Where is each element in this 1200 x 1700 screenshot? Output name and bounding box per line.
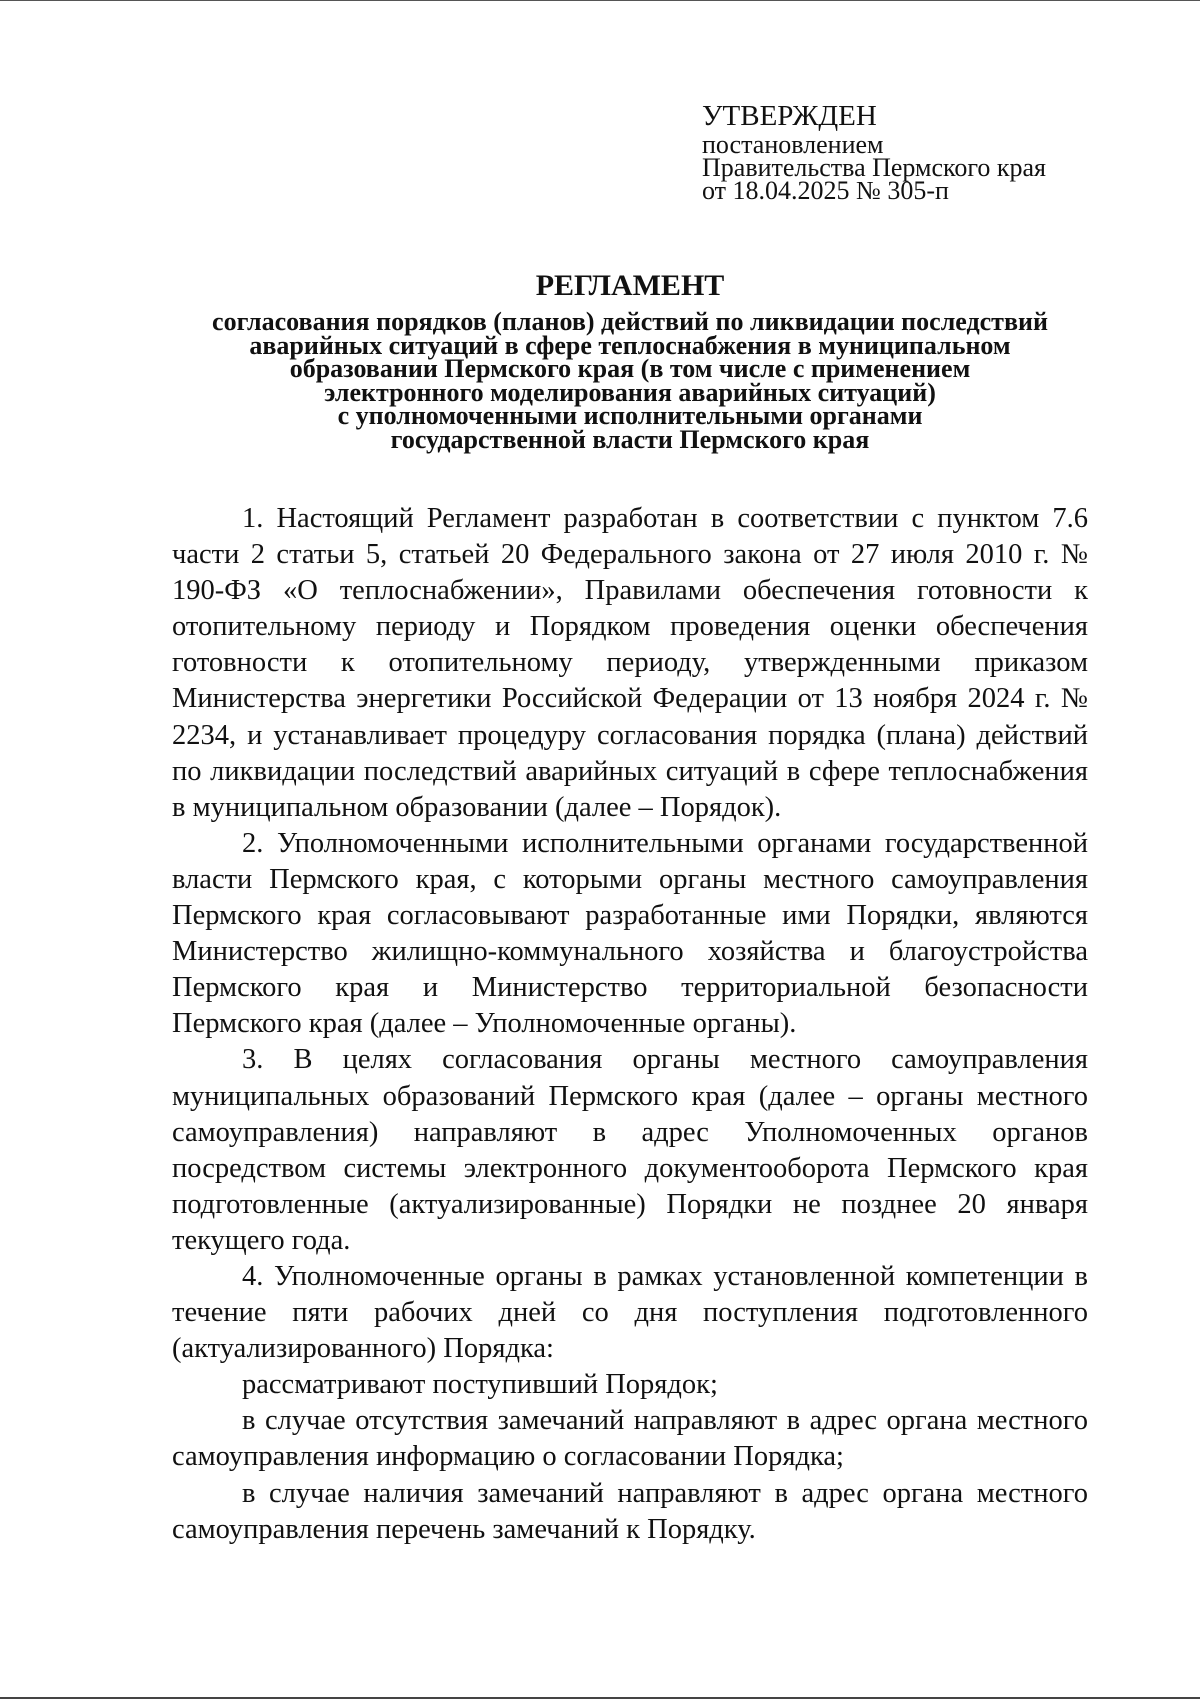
paragraph-4-item-3: в случае наличия замечаний направляют в адрес органа местного самоуправления перечень замечаний к Порядку.: [172, 1477, 1088, 1545]
paragraph-1: 1. Настоящий Регламент разработан в соответствии с пунктом 7.6 части 2 статьи 5, статьей 20 Федерального закона от 27 июля 2010 г. № 190-ФЗ «О теплоснабжении», Правилами обеспечения готовности к отопительному периоду и Порядком проведения оценки обеспечения готовности к отопительному периоду, утвержденными приказом Министерства энергетики Российской Федерации от 13 ноября 2024 г. № 2234, и устанавливает процедуру согласования порядка (плана) действий по ликвидации последствий аварийных ситуаций в сфере теплоснабжения в муниципальном образовании (далее – Порядок).: [172, 503, 1088, 823]
document-body: [172, 501, 1088, 1548]
paragraph-4-item-2: в случае отсутствия замечаний направляют в адрес органа местного самоуправления информацию о согласовании Порядка;: [172, 1405, 1088, 1473]
paragraph-4-item-1: рассматривают поступивший Порядок;: [242, 1369, 718, 1401]
approval-heading: УТВЕРЖДЕН: [702, 100, 877, 132]
paragraph-2: 2. Уполномоченными исполнительными органами государственной власти Пермского края, с которыми органы местного самоуправления Пермского края согласовывают разработанные ими Порядки, являются Министерство жилищно-коммунального хозяйства и благоустройства Пермского края и Министерство территориальной безопасности Пермского края (далее – Уполномоченные органы).: [172, 827, 1088, 1040]
subtitle-line: государственной власти Пермского края: [390, 424, 870, 454]
subtitle-line: электронного моделирования аварийных ситуаций): [324, 377, 936, 407]
document-subtitle: [160, 307, 1100, 454]
subtitle-line: согласования порядков (планов) действий по ликвидации последствий: [212, 307, 1048, 336]
subtitle-line: образовании Пермского края (в том числе с применением: [289, 354, 971, 383]
subtitle-line: с уполномоченными исполнительными органами: [337, 401, 923, 430]
document-title: РЕГЛАМЕНТ: [535, 269, 725, 302]
approval-line-resolution: постановлением: [702, 130, 884, 159]
paragraph-4: 4. Уполномоченные органы в рамках установленной компетенции в течение пяти рабочих дней со дня поступления подготовленного (актуализированного) Порядка:: [172, 1260, 1088, 1365]
scan-edge-bottom: [0, 1697, 1200, 1699]
paragraph-3: 3. В целях согласования органы местного самоуправления муниципальных образований Пермского края (далее – органы местного самоуправления) направляют в адрес Уполномоченных органов посредством системы электронного документооборота Пермского края подготовленные (актуализированные) Порядки не позднее 20 января текущего года.: [172, 1044, 1088, 1256]
approval-stamp-block: [702, 100, 1122, 205]
approval-line-government: Правительства Пермского края: [702, 153, 1046, 182]
approval-line-date-number: от 18.04.2025 № 305-п: [702, 176, 949, 205]
subtitle-line: аварийных ситуаций в сфере теплоснабжения в муниципальном: [249, 330, 1011, 360]
scan-edge-top: [0, 0, 1200, 1]
